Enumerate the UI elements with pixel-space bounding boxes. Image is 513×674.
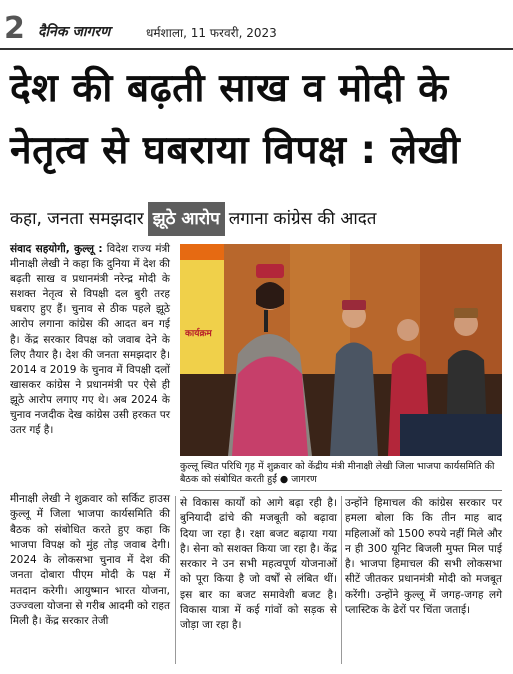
- masthead-rule: [0, 48, 513, 50]
- subhead-highlight: झूठे आरोप: [148, 202, 225, 236]
- newspaper-name: दैनिक जागरण: [38, 24, 111, 40]
- caption-rule: [180, 490, 502, 491]
- news-photo: [180, 244, 502, 456]
- article-column-left: [10, 242, 170, 438]
- photo-caption: [180, 460, 502, 486]
- article-paragraph: उन्होंने हिमाचल की कांग्रेस सरकार पर हमला बोला कि कि तीन माह बाद महिलाओं को 1500 रुपये नहीं मिले और न ही 300 यूनिट बिजली मुफ्त मिल पाई है। भाजपा हिमाचल की सभी लोकसभा सीटें जीतकर प्रधानमंत्री मोदी को मजबूत करेंगी। उन्होंने कुल्लू में जगह-जगह लगे प्लास्टिक के ढेरों पर चिंता जताई।: [345, 497, 502, 617]
- article-intro: विदेश राज्य मंत्री मीनाक्षी लेखी ने कहा कि दुनिया में देश की बढ़ती साख व प्रधानमंत्री नरेन्द्र मोदी के सशक्त नेतृत्व से विपक्षी दल बुरी तरह घबराए हुए हैं। चुनाव से ठीक पहले झूठे आरोप लगाना कांग्रेस की आदत बन गई है। केंद्र सरकार विपक्ष को जवाब देने के लिए तैयार है। देश की जनता समझदार है। 2014 व 2019 के चुनाव में विपक्षी दलों खासकर कांग्रेस ने प्रधानमंत्री पर ऐसे ही झूठे आरोप लगाए गए थे। अब 2024 के चुनाव नजदीक देख कांग्रेस उसी हरकत पर उतर गई है।: [10, 243, 170, 437]
- caption-text: कुल्लू स्थित परिधि गृह में शुक्रवार को केंद्रीय मंत्री मीनाक्षी लेखी जिला भाजपा कार्यसमिति की बैठक को संबोधित करती हुईं: [180, 461, 495, 485]
- column-divider: [341, 496, 342, 664]
- dateline: धर्मशाला, 11 फरवरी, 2023: [146, 26, 277, 40]
- headline-line-2: नेतृत्व से घबराया विपक्ष : लेखी: [10, 128, 461, 173]
- article-column-3: [345, 496, 502, 618]
- column-divider: [175, 496, 176, 664]
- speaker-at-meeting-photo: [180, 244, 502, 456]
- byline: संवाद सहयोगी, कुल्लू :: [10, 243, 103, 255]
- banner-text: कार्यक्रम: [185, 329, 212, 339]
- photo-credit: ● जागरण: [279, 474, 317, 485]
- subhead-tail: लगाना कांग्रेस की आदत: [228, 209, 377, 229]
- article-column-1: [10, 492, 170, 630]
- masthead: [0, 0, 513, 46]
- headline-line-1: देश की बढ़ती साख व मोदी के: [10, 66, 449, 111]
- article-paragraph: मीनाक्षी लेखी ने शुक्रवार को सर्किट हाउस कुल्लू में जिला भाजपा कार्यसमिति की बैठक को संबोधित करते हुए कहा कि भाजपा विपक्ष को मुंह तोड़ जवाब देगी। 2024 के लोकसभा चुनाव में देश की जनता दोबारा पीएम मोदी के पक्ष में मतदान करेगी। आयुष्मान भारत योजना, उज्ज्वला योजना से गरीब आदमी को राहत मिली है। केंद्र सरकार तेजी: [10, 493, 170, 628]
- headline: [10, 58, 510, 182]
- page-number: 2: [4, 11, 25, 46]
- article-column-2: [180, 496, 337, 634]
- subhead-lead: कहा, जनता समझदार: [10, 209, 144, 229]
- subheadline: [10, 202, 510, 236]
- article-paragraph: से विकास कार्यों को आगे बढ़ा रही है। बुनियादी ढांचे की मजबूती को बढ़ावा दिया जा रहा है। रक्षा बजट बढ़ाया गया है। सेना को सशक्त किया जा रहा है। केंद्र सरकार ने उन सभी महत्वपूर्ण योजनाओं को पूरा किया है जो वर्षों से लंबित थीं। इस बार का बजट समावेशी बजट है। विकास यात्रा में कई गांवों को सड़क से जोड़ा जा रहा है।: [180, 497, 337, 632]
- article-paragraph: [10, 242, 170, 438]
